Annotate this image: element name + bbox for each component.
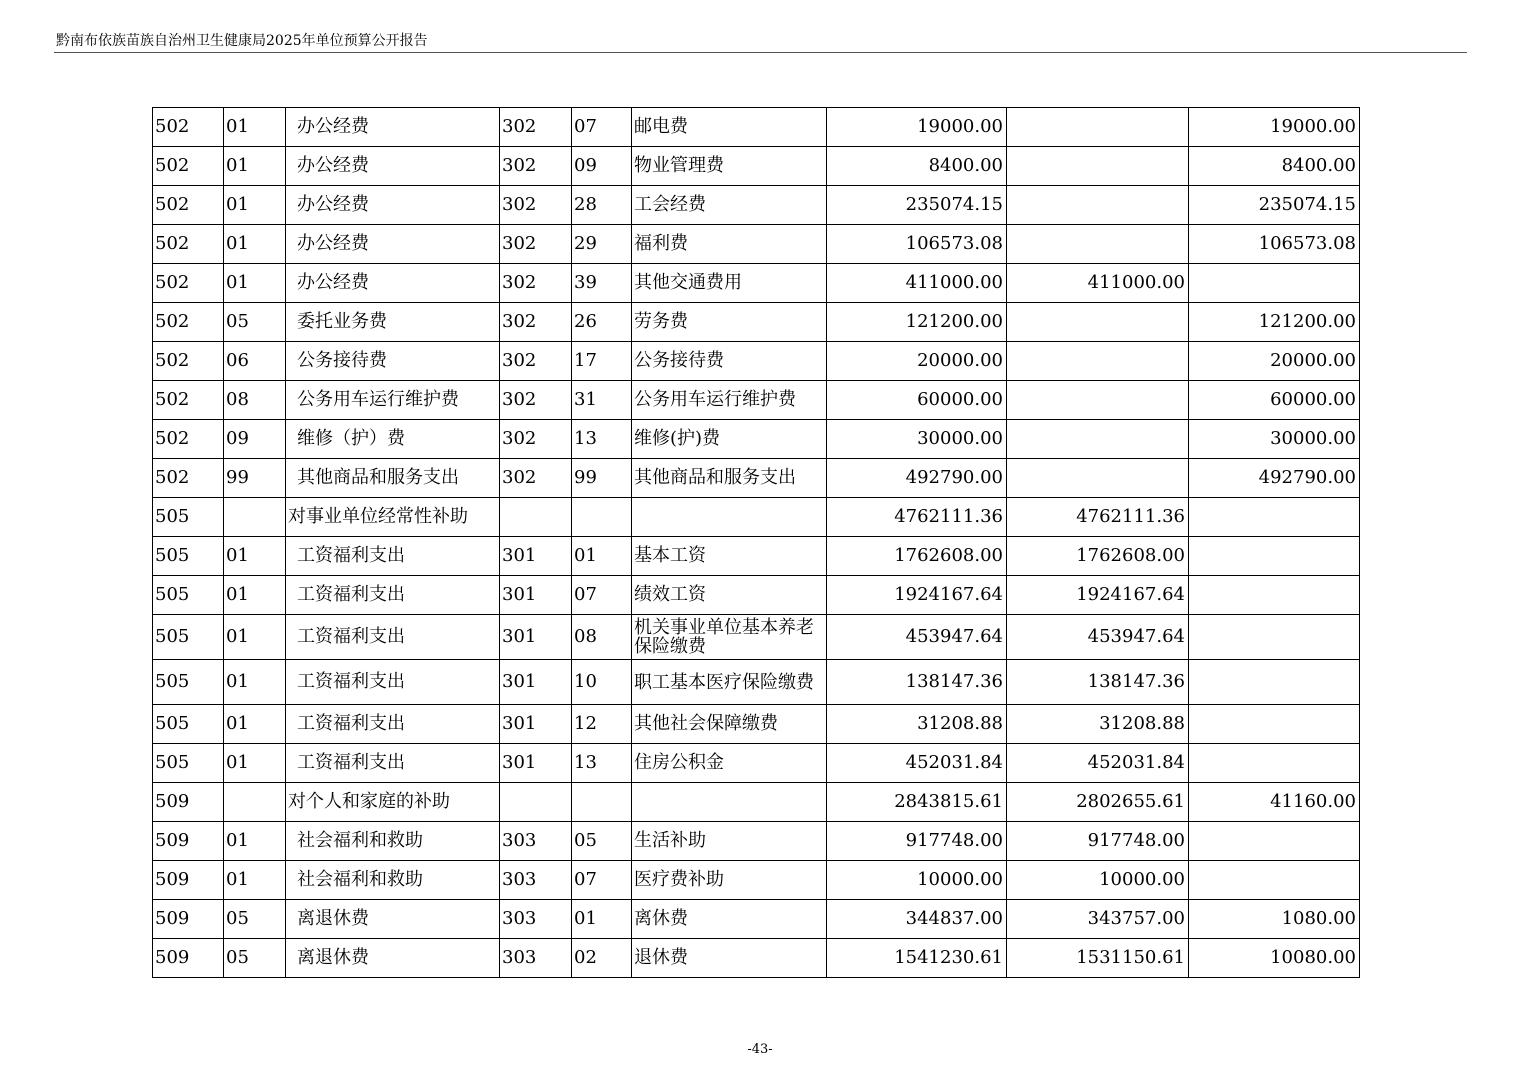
total-amount-cell: 235074.15 — [827, 186, 1007, 225]
govt-econ-class-name-cell: 工资福利支出 — [286, 660, 500, 705]
govt-econ-class-name-cell: 办公经费 — [286, 186, 500, 225]
total-amount-cell: 1541230.61 — [827, 939, 1007, 978]
econ-class-code-cell: 509 — [153, 861, 224, 900]
total-amount-cell: 106573.08 — [827, 225, 1007, 264]
dept-class-code-cell: 301 — [500, 615, 572, 660]
project-expenditure-cell — [1189, 705, 1360, 744]
dept-item-code-cell: 26 — [572, 303, 632, 342]
econ-item-code-cell: 05 — [224, 939, 286, 978]
dept-econ-class-name-cell: 职工基本医疗保险缴费 — [632, 660, 827, 705]
total-amount-cell: 1762608.00 — [827, 537, 1007, 576]
table-row — [153, 342, 1360, 381]
dept-econ-class-name-cell: 其他交通费用 — [632, 264, 827, 303]
table-row — [153, 900, 1360, 939]
basic-expenditure-cell: 453947.64 — [1007, 615, 1189, 660]
total-amount-cell: 2843815.61 — [827, 783, 1007, 822]
project-expenditure-cell — [1189, 822, 1360, 861]
total-amount-cell: 917748.00 — [827, 822, 1007, 861]
basic-expenditure-cell: 452031.84 — [1007, 744, 1189, 783]
dept-econ-class-name-cell: 机关事业单位基本养老保险缴费 — [632, 615, 827, 660]
dept-econ-class-name-cell: 福利费 — [632, 225, 827, 264]
dept-item-code-cell: 07 — [572, 861, 632, 900]
total-amount-cell: 411000.00 — [827, 264, 1007, 303]
dept-item-code-cell: 01 — [572, 537, 632, 576]
basic-expenditure-cell — [1007, 342, 1189, 381]
econ-item-code-cell: 09 — [224, 420, 286, 459]
dept-item-code-cell: 07 — [572, 576, 632, 615]
total-amount-cell: 10000.00 — [827, 861, 1007, 900]
project-expenditure-cell: 121200.00 — [1189, 303, 1360, 342]
total-amount-cell: 30000.00 — [827, 420, 1007, 459]
dept-econ-class-name-cell: 工会经费 — [632, 186, 827, 225]
table-row — [153, 459, 1360, 498]
project-expenditure-cell: 41160.00 — [1189, 783, 1360, 822]
total-amount-cell: 1924167.64 — [827, 576, 1007, 615]
econ-item-code-cell: 01 — [224, 861, 286, 900]
dept-econ-class-name-cell: 其他社会保障缴费 — [632, 705, 827, 744]
econ-class-code-cell: 502 — [153, 342, 224, 381]
econ-class-code-cell: 505 — [153, 537, 224, 576]
basic-expenditure-cell — [1007, 303, 1189, 342]
dept-item-code-cell: 99 — [572, 459, 632, 498]
project-expenditure-cell — [1189, 576, 1360, 615]
dept-econ-class-name-cell: 劳务费 — [632, 303, 827, 342]
dept-class-code-cell: 302 — [500, 381, 572, 420]
total-amount-cell: 121200.00 — [827, 303, 1007, 342]
dept-econ-class-name-cell: 绩效工资 — [632, 576, 827, 615]
econ-item-code-cell: 01 — [224, 705, 286, 744]
dept-econ-class-name-cell: 生活补助 — [632, 822, 827, 861]
govt-econ-class-name-cell: 维修（护）费 — [286, 420, 500, 459]
econ-class-code-cell: 509 — [153, 783, 224, 822]
econ-class-code-cell: 502 — [153, 147, 224, 186]
table-row — [153, 420, 1360, 459]
econ-class-code-cell: 505 — [153, 615, 224, 660]
govt-econ-class-name-cell: 离退休费 — [286, 939, 500, 978]
basic-expenditure-cell — [1007, 147, 1189, 186]
dept-class-code-cell: 301 — [500, 576, 572, 615]
econ-item-code-cell — [224, 783, 286, 822]
dept-class-code-cell: 301 — [500, 705, 572, 744]
dept-item-code-cell: 01 — [572, 900, 632, 939]
govt-econ-class-name-cell: 社会福利和救助 — [286, 861, 500, 900]
table-row — [153, 705, 1360, 744]
econ-class-code-cell: 505 — [153, 660, 224, 705]
total-amount-cell: 20000.00 — [827, 342, 1007, 381]
project-expenditure-cell: 106573.08 — [1189, 225, 1360, 264]
total-amount-cell: 492790.00 — [827, 459, 1007, 498]
dept-item-code-cell — [572, 498, 632, 537]
econ-item-code-cell: 08 — [224, 381, 286, 420]
table-row — [153, 744, 1360, 783]
dept-class-code-cell: 301 — [500, 660, 572, 705]
dept-item-code-cell: 17 — [572, 342, 632, 381]
econ-class-code-cell: 502 — [153, 186, 224, 225]
basic-expenditure-cell — [1007, 381, 1189, 420]
govt-econ-class-name-cell: 办公经费 — [286, 225, 500, 264]
econ-class-code-cell: 505 — [153, 498, 224, 537]
total-amount-cell: 31208.88 — [827, 705, 1007, 744]
govt-econ-class-name-cell: 工资福利支出 — [286, 615, 500, 660]
basic-expenditure-cell: 917748.00 — [1007, 822, 1189, 861]
basic-expenditure-cell: 1762608.00 — [1007, 537, 1189, 576]
econ-class-code-cell: 502 — [153, 459, 224, 498]
basic-expenditure-cell — [1007, 108, 1189, 147]
total-amount-cell: 19000.00 — [827, 108, 1007, 147]
total-amount-cell: 344837.00 — [827, 900, 1007, 939]
project-expenditure-cell: 60000.00 — [1189, 381, 1360, 420]
econ-item-code-cell: 01 — [224, 660, 286, 705]
econ-item-code-cell: 01 — [224, 108, 286, 147]
project-expenditure-cell: 235074.15 — [1189, 186, 1360, 225]
project-expenditure-cell — [1189, 861, 1360, 900]
basic-expenditure-cell — [1007, 186, 1189, 225]
econ-item-code-cell: 01 — [224, 186, 286, 225]
dept-item-code-cell — [572, 783, 632, 822]
econ-class-code-cell: 505 — [153, 705, 224, 744]
page-header-title: 黔南布依族苗族自治州卫生健康局2025年单位预算公开报告 — [56, 33, 428, 49]
dept-econ-class-name-cell: 邮电费 — [632, 108, 827, 147]
basic-expenditure-cell — [1007, 225, 1189, 264]
basic-expenditure-cell: 10000.00 — [1007, 861, 1189, 900]
table-row — [153, 108, 1360, 147]
table-row — [153, 939, 1360, 978]
total-amount-cell: 60000.00 — [827, 381, 1007, 420]
econ-class-code-cell: 502 — [153, 303, 224, 342]
govt-econ-class-name-cell: 办公经费 — [286, 264, 500, 303]
project-expenditure-cell: 19000.00 — [1189, 108, 1360, 147]
total-amount-cell: 452031.84 — [827, 744, 1007, 783]
table-row — [153, 264, 1360, 303]
econ-class-code-cell: 505 — [153, 576, 224, 615]
dept-class-code-cell: 302 — [500, 303, 572, 342]
project-expenditure-cell: 20000.00 — [1189, 342, 1360, 381]
dept-class-code-cell: 301 — [500, 537, 572, 576]
govt-econ-class-name-cell: 办公经费 — [286, 108, 500, 147]
project-expenditure-cell — [1189, 615, 1360, 660]
econ-class-code-cell: 502 — [153, 381, 224, 420]
dept-class-code-cell: 302 — [500, 342, 572, 381]
table-row — [153, 225, 1360, 264]
table-row — [153, 186, 1360, 225]
dept-class-code-cell: 303 — [500, 900, 572, 939]
table-row — [153, 576, 1360, 615]
econ-class-code-cell: 502 — [153, 225, 224, 264]
total-amount-cell: 138147.36 — [827, 660, 1007, 705]
econ-item-code-cell: 01 — [224, 264, 286, 303]
dept-class-code-cell — [500, 783, 572, 822]
govt-econ-class-name-cell: 其他商品和服务支出 — [286, 459, 500, 498]
table-row — [153, 381, 1360, 420]
dept-econ-class-name-cell — [632, 498, 827, 537]
econ-class-code-cell: 502 — [153, 108, 224, 147]
govt-econ-class-name-cell: 工资福利支出 — [286, 705, 500, 744]
table-row — [153, 822, 1360, 861]
dept-class-code-cell: 302 — [500, 108, 572, 147]
govt-econ-class-name-cell: 公务用车运行维护费 — [286, 381, 500, 420]
total-amount-cell: 453947.64 — [827, 615, 1007, 660]
basic-expenditure-cell: 2802655.61 — [1007, 783, 1189, 822]
econ-item-code-cell: 01 — [224, 615, 286, 660]
dept-class-code-cell: 303 — [500, 939, 572, 978]
dept-class-code-cell: 302 — [500, 264, 572, 303]
total-amount-cell: 4762111.36 — [827, 498, 1007, 537]
econ-class-code-cell: 505 — [153, 744, 224, 783]
page-number: -43- — [747, 1042, 773, 1057]
dept-class-code-cell: 303 — [500, 861, 572, 900]
govt-econ-class-name-cell: 对事业单位经常性补助 — [286, 498, 500, 537]
table-row — [153, 861, 1360, 900]
dept-class-code-cell: 302 — [500, 147, 572, 186]
basic-expenditure-cell: 4762111.36 — [1007, 498, 1189, 537]
econ-item-code-cell: 01 — [224, 822, 286, 861]
table-row — [153, 498, 1360, 537]
table-row — [153, 660, 1360, 705]
dept-econ-class-name-cell: 基本工资 — [632, 537, 827, 576]
basic-expenditure-cell: 1924167.64 — [1007, 576, 1189, 615]
dept-class-code-cell: 302 — [500, 459, 572, 498]
dept-econ-class-name-cell: 离休费 — [632, 900, 827, 939]
govt-econ-class-name-cell: 工资福利支出 — [286, 537, 500, 576]
dept-item-code-cell: 02 — [572, 939, 632, 978]
dept-econ-class-name-cell: 退休费 — [632, 939, 827, 978]
project-expenditure-cell: 8400.00 — [1189, 147, 1360, 186]
econ-class-code-cell: 502 — [153, 264, 224, 303]
dept-item-code-cell: 08 — [572, 615, 632, 660]
project-expenditure-cell — [1189, 264, 1360, 303]
econ-item-code-cell: 01 — [224, 744, 286, 783]
total-amount-cell: 8400.00 — [827, 147, 1007, 186]
econ-item-code-cell — [224, 498, 286, 537]
dept-item-code-cell: 29 — [572, 225, 632, 264]
dept-econ-class-name-cell — [632, 783, 827, 822]
govt-econ-class-name-cell: 工资福利支出 — [286, 576, 500, 615]
project-expenditure-cell — [1189, 744, 1360, 783]
project-expenditure-cell: 10080.00 — [1189, 939, 1360, 978]
dept-item-code-cell: 28 — [572, 186, 632, 225]
basic-expenditure-cell — [1007, 459, 1189, 498]
budget-table — [152, 107, 1360, 978]
econ-item-code-cell: 01 — [224, 576, 286, 615]
dept-item-code-cell: 07 — [572, 108, 632, 147]
econ-item-code-cell: 06 — [224, 342, 286, 381]
dept-item-code-cell: 39 — [572, 264, 632, 303]
dept-item-code-cell: 31 — [572, 381, 632, 420]
table-row — [153, 783, 1360, 822]
econ-class-code-cell: 502 — [153, 420, 224, 459]
basic-expenditure-cell: 343757.00 — [1007, 900, 1189, 939]
header-divider — [54, 52, 1467, 53]
govt-econ-class-name-cell: 委托业务费 — [286, 303, 500, 342]
basic-expenditure-cell: 31208.88 — [1007, 705, 1189, 744]
dept-econ-class-name-cell: 公务用车运行维护费 — [632, 381, 827, 420]
table-row — [153, 147, 1360, 186]
govt-econ-class-name-cell: 离退休费 — [286, 900, 500, 939]
basic-expenditure-cell: 411000.00 — [1007, 264, 1189, 303]
dept-item-code-cell: 13 — [572, 420, 632, 459]
govt-econ-class-name-cell: 对个人和家庭的补助 — [286, 783, 500, 822]
dept-econ-class-name-cell: 维修(护)费 — [632, 420, 827, 459]
project-expenditure-cell — [1189, 660, 1360, 705]
basic-expenditure-cell: 138147.36 — [1007, 660, 1189, 705]
table-row — [153, 615, 1360, 660]
econ-item-code-cell: 01 — [224, 147, 286, 186]
econ-item-code-cell: 05 — [224, 303, 286, 342]
econ-item-code-cell: 05 — [224, 900, 286, 939]
dept-econ-class-name-cell: 住房公积金 — [632, 744, 827, 783]
table-row — [153, 303, 1360, 342]
econ-class-code-cell: 509 — [153, 900, 224, 939]
econ-item-code-cell: 01 — [224, 225, 286, 264]
govt-econ-class-name-cell: 工资福利支出 — [286, 744, 500, 783]
basic-expenditure-cell: 1531150.61 — [1007, 939, 1189, 978]
dept-class-code-cell: 301 — [500, 744, 572, 783]
project-expenditure-cell — [1189, 498, 1360, 537]
econ-class-code-cell: 509 — [153, 822, 224, 861]
dept-class-code-cell: 302 — [500, 186, 572, 225]
dept-econ-class-name-cell: 医疗费补助 — [632, 861, 827, 900]
econ-class-code-cell: 509 — [153, 939, 224, 978]
econ-item-code-cell: 01 — [224, 537, 286, 576]
govt-econ-class-name-cell: 办公经费 — [286, 147, 500, 186]
basic-expenditure-cell — [1007, 420, 1189, 459]
dept-class-code-cell: 303 — [500, 822, 572, 861]
table-row — [153, 537, 1360, 576]
dept-econ-class-name-cell: 物业管理费 — [632, 147, 827, 186]
econ-item-code-cell: 99 — [224, 459, 286, 498]
project-expenditure-cell: 1080.00 — [1189, 900, 1360, 939]
dept-item-code-cell: 12 — [572, 705, 632, 744]
dept-econ-class-name-cell: 其他商品和服务支出 — [632, 459, 827, 498]
dept-item-code-cell: 09 — [572, 147, 632, 186]
dept-class-code-cell: 302 — [500, 420, 572, 459]
govt-econ-class-name-cell: 公务接待费 — [286, 342, 500, 381]
dept-item-code-cell: 05 — [572, 822, 632, 861]
project-expenditure-cell: 30000.00 — [1189, 420, 1360, 459]
dept-class-code-cell: 302 — [500, 225, 572, 264]
dept-item-code-cell: 13 — [572, 744, 632, 783]
budget-table-body — [153, 108, 1360, 978]
dept-item-code-cell: 10 — [572, 660, 632, 705]
project-expenditure-cell — [1189, 537, 1360, 576]
dept-class-code-cell — [500, 498, 572, 537]
project-expenditure-cell: 492790.00 — [1189, 459, 1360, 498]
dept-econ-class-name-cell: 公务接待费 — [632, 342, 827, 381]
govt-econ-class-name-cell: 社会福利和救助 — [286, 822, 500, 861]
